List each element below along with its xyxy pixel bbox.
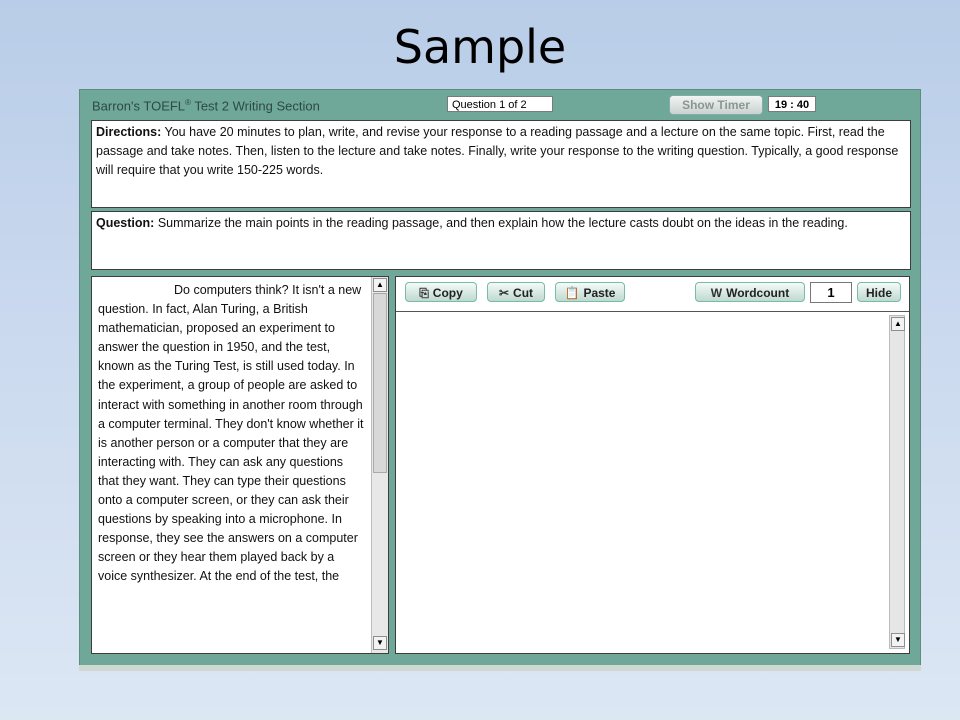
directions-label: Directions: — [96, 125, 162, 139]
copy-label: Copy — [432, 286, 463, 300]
question-label: Question: — [96, 216, 155, 230]
question-indicator: Question 1 of 2 — [447, 96, 553, 112]
app-title-prefix: Barron's TOEFL — [92, 98, 186, 114]
paste-button[interactable] — [555, 282, 625, 302]
title-bar — [80, 90, 920, 118]
scroll-up-arrow-icon[interactable]: ▲ — [891, 317, 905, 331]
clipboard-icon: 📋 — [564, 286, 580, 300]
app-bottom-border — [79, 665, 921, 671]
scroll-down-arrow-icon[interactable]: ▼ — [373, 636, 387, 650]
cut-label: Cut — [513, 286, 534, 300]
app-title — [92, 98, 320, 113]
word-icon: W — [710, 286, 723, 300]
passage-paragraph: Do computers think? It isn't a new question. In fact, Alan Turing, a British mathematician, proposed an experiment to answer the question in 1950, and the test, known as the Turing Test, is still used today. In the experiment, a group of people are asked to interact with something in another room through a computer terminal. They don't know whether it is another person or a computer that they are interacting with. They can ask any questions that they want. They can type their questions onto a computer screen, or they can ask their questions by speaking into a microphone. In response, they see the answers on a computer screen or they hear them played back by a voice synthesizer. At the end of the test, the — [98, 283, 364, 584]
question-text: Summarize the main points in the reading passage, and then explain how the lecture casts doubt on the ideas in the reading. — [154, 216, 848, 230]
reading-passage — [98, 281, 364, 587]
cut-button[interactable] — [487, 282, 545, 302]
wordcount-label: Wordcount — [726, 286, 790, 300]
paste-label: Paste — [583, 286, 616, 300]
timer-display: 19 : 40 — [768, 96, 816, 112]
slide-title: Sample — [393, 20, 567, 74]
show-timer-button[interactable]: Show Timer — [669, 95, 763, 115]
directions-text: You have 20 minutes to plan, write, and revise your response to a reading passage and a lecture on the same topic. First, read the passage and take notes. Then, listen to the lecture and take notes. Finally, write your response to the writing question. Typically, a good response will require that you write 150-225 words. — [96, 125, 899, 177]
passage-scroll-thumb[interactable] — [373, 293, 387, 473]
hide-button[interactable]: Hide — [857, 282, 901, 302]
passage-scrollbar[interactable] — [371, 277, 388, 653]
directions-panel — [91, 120, 911, 208]
copy-button[interactable] — [405, 282, 477, 302]
copy-icon: ⎘ — [419, 286, 429, 300]
scroll-up-arrow-icon[interactable]: ▲ — [373, 278, 387, 292]
toefl-app-window — [79, 89, 921, 671]
app-title-suffix: Test 2 Writing Section — [190, 98, 320, 114]
question-panel — [91, 211, 911, 270]
essay-input[interactable] — [396, 312, 909, 653]
essay-scrollbar[interactable] — [889, 315, 905, 649]
editor-toolbar — [396, 277, 909, 312]
reading-passage-panel — [91, 276, 389, 654]
wordcount-value: 1 — [810, 282, 852, 303]
scroll-down-arrow-icon[interactable]: ▼ — [891, 633, 905, 647]
response-editor-panel — [395, 276, 910, 654]
wordcount-button[interactable] — [695, 282, 805, 302]
scissors-icon: ✂ — [498, 286, 510, 300]
registered-mark: ® — [185, 98, 191, 107]
